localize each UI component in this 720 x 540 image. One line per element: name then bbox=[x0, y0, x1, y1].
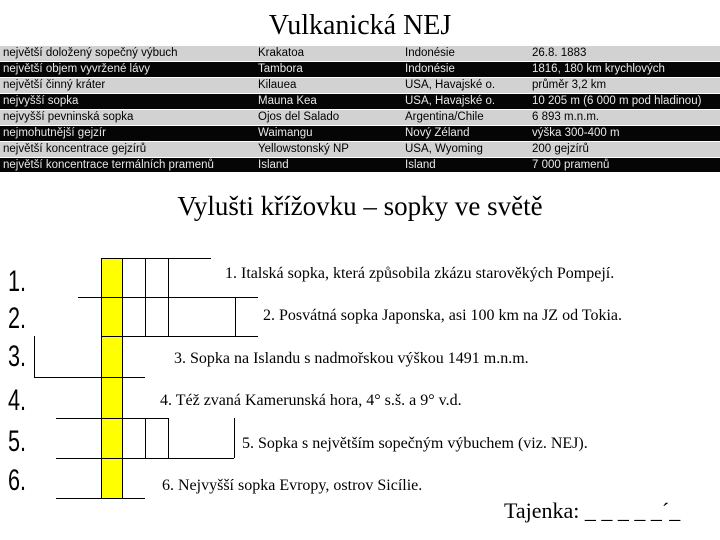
record-cell: nejvyšší pevninská sopka bbox=[3, 111, 134, 123]
grid-line bbox=[145, 418, 146, 458]
clue-1: 1. Italská sopka, která způsobila zkázu starověkých Pompejí. bbox=[225, 265, 615, 282]
row-number: 1. bbox=[8, 265, 27, 298]
grid-line bbox=[56, 458, 234, 459]
table-row bbox=[0, 78, 720, 94]
place-cell: Indonésie bbox=[405, 63, 455, 75]
table-row bbox=[0, 46, 720, 62]
record-cell: největší objem vyvržené lávy bbox=[3, 63, 151, 75]
value-cell: průměr 3,2 km bbox=[532, 79, 607, 91]
grid-line bbox=[235, 297, 236, 336]
grid-line bbox=[168, 258, 169, 297]
name-cell: Waimangu bbox=[258, 127, 313, 139]
row-number: 5. bbox=[8, 425, 27, 458]
record-cell: největší koncentrace gejzírů bbox=[3, 143, 147, 155]
place-cell: Nový Zéland bbox=[405, 127, 470, 139]
row-number: 3. bbox=[8, 340, 27, 373]
place-cell: Argentina/Chile bbox=[405, 111, 484, 123]
grid-line bbox=[145, 297, 146, 336]
record-cell: největší koncentrace termálních pramenů bbox=[3, 159, 214, 171]
page-title: Vulkanická NEJ bbox=[268, 10, 452, 41]
value-cell: 26.8. 1883 bbox=[532, 47, 587, 59]
grid-line bbox=[56, 498, 145, 499]
place-cell: Island bbox=[405, 159, 436, 171]
clue-4: 4. Též zvaná Kamerunská hora, 4° s.š. a 9° v.d. bbox=[160, 392, 462, 409]
table-row bbox=[0, 110, 720, 126]
record-cell: nejmohutnější gejzír bbox=[3, 127, 106, 139]
row-number: 2. bbox=[8, 302, 27, 335]
value-cell: 10 205 m (6 000 m pod hladinou) bbox=[532, 95, 702, 107]
record-cell: největší doložený sopečný výbuch bbox=[3, 47, 178, 59]
record-cell: největší činný kráter bbox=[3, 79, 106, 91]
records-table bbox=[0, 46, 720, 172]
clue-3: 3. Sopka na Islandu s nadmořskou výškou 1491 m.n.m. bbox=[174, 350, 529, 367]
row-number: 6. bbox=[8, 464, 27, 497]
place-cell: USA, Wyoming bbox=[405, 143, 483, 155]
grid-line bbox=[168, 297, 169, 336]
place-cell: Indonésie bbox=[405, 47, 455, 59]
row-number: 4. bbox=[8, 384, 27, 417]
grid-line bbox=[56, 418, 168, 419]
solution-column bbox=[101, 258, 123, 498]
value-cell: 7 000 pramenů bbox=[532, 159, 610, 171]
table-row bbox=[0, 142, 720, 158]
name-cell: Kilauea bbox=[258, 79, 297, 91]
value-cell: 200 gejzírů bbox=[532, 143, 589, 155]
solution-answer: Tajenka: _ _ _ _ _´_ bbox=[504, 498, 681, 523]
name-cell: Krakatoa bbox=[258, 47, 305, 59]
grid-line bbox=[234, 418, 235, 458]
clue-5: 5. Sopka s největším sopečným výbuchem (viz. NEJ). bbox=[242, 435, 588, 452]
record-cell: nejvyšší sopka bbox=[3, 95, 79, 107]
table-row bbox=[0, 126, 720, 142]
grid-line bbox=[145, 258, 146, 297]
value-cell: výška 300-400 m bbox=[532, 127, 620, 139]
grid-line bbox=[34, 377, 145, 378]
grid-line bbox=[101, 258, 211, 259]
grid-line bbox=[101, 336, 258, 337]
place-cell: USA, Havajské o. bbox=[405, 95, 496, 107]
table-row bbox=[0, 94, 720, 110]
grid-line bbox=[34, 336, 35, 377]
grid-line bbox=[168, 418, 169, 458]
place-cell: USA, Havajské o. bbox=[405, 79, 496, 91]
name-cell: Yellowstonský NP bbox=[258, 143, 349, 155]
table-row bbox=[0, 62, 720, 78]
value-cell: 1816, 180 km krychlových bbox=[532, 63, 665, 75]
name-cell: Ojos del Salado bbox=[258, 111, 340, 123]
crossword-heading: Vylušti křížovku – sopky ve světě bbox=[177, 191, 543, 221]
clue-6: 6. Nejvyšší sopka Evropy, ostrov Sicílie. bbox=[162, 477, 423, 494]
clue-2: 2. Posvátná sopka Japonska, asi 100 km na JZ od Tokia. bbox=[263, 307, 622, 324]
name-cell: Mauna Kea bbox=[258, 95, 317, 107]
value-cell: 6 893 m.n.m. bbox=[532, 111, 600, 123]
name-cell: Tambora bbox=[258, 63, 303, 75]
name-cell: Island bbox=[258, 159, 289, 171]
table-row bbox=[0, 158, 720, 172]
